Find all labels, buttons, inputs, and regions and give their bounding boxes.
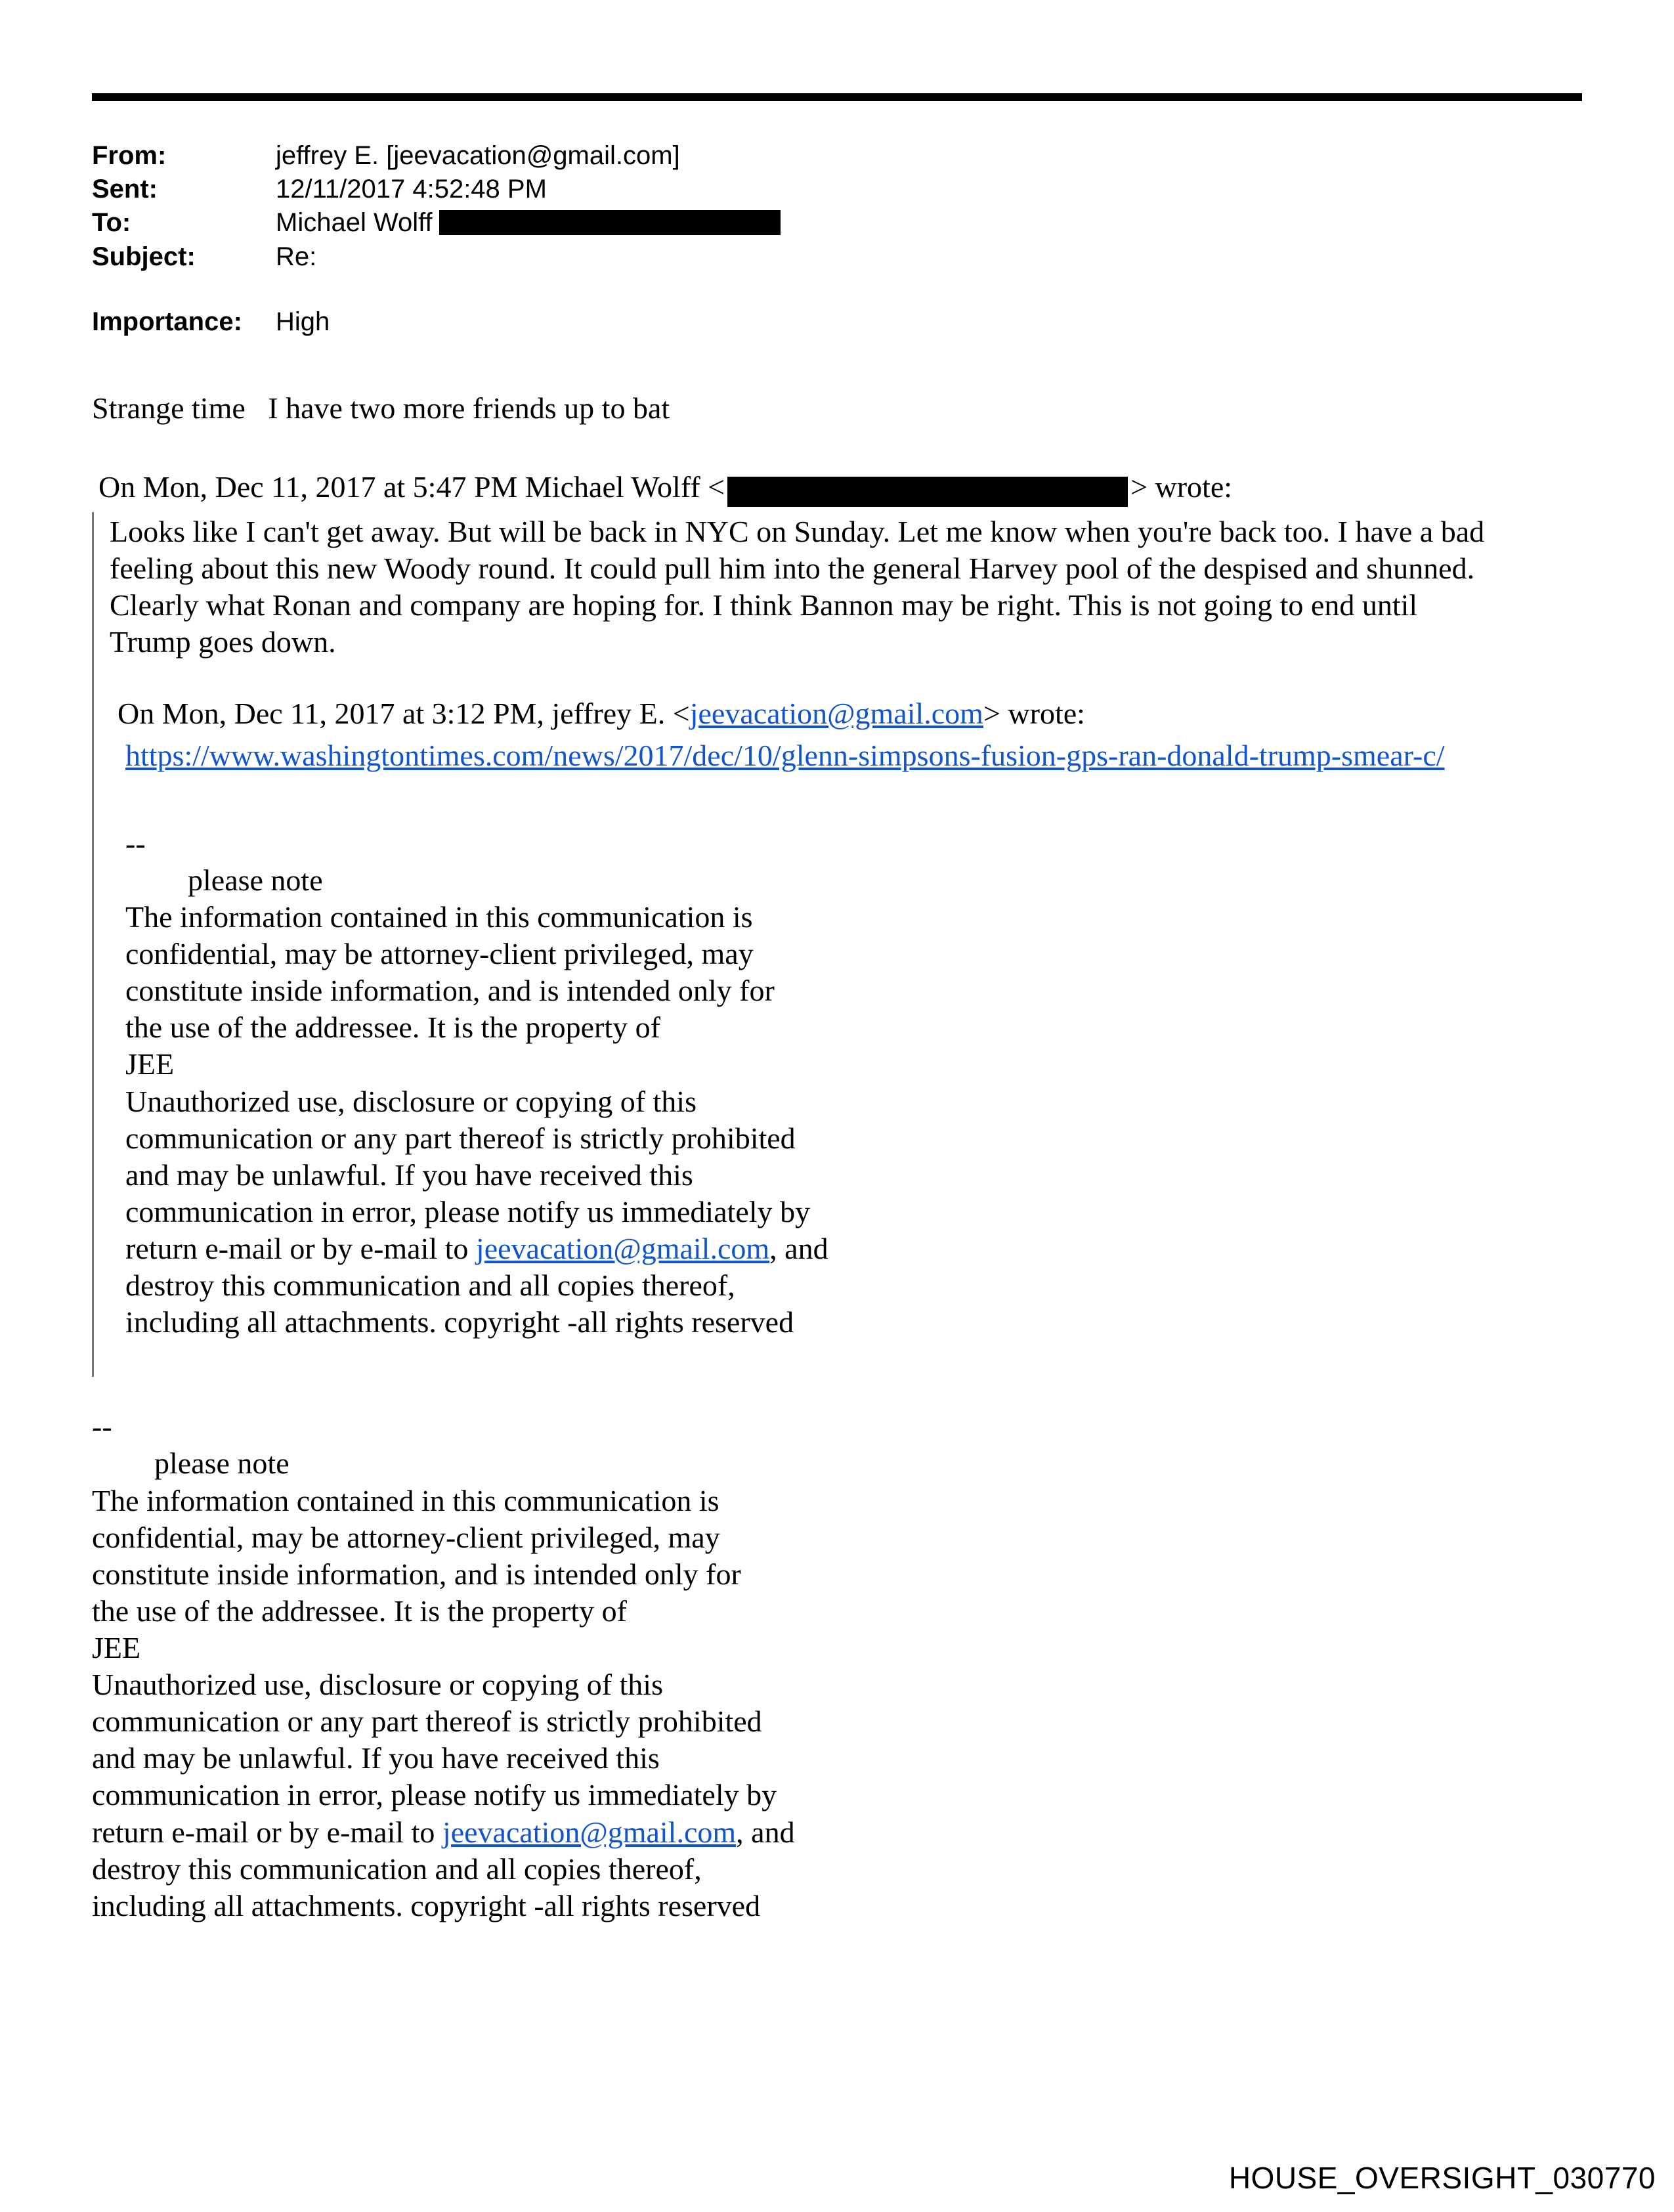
importance-label: Importance:	[92, 307, 242, 336]
email-link-disclaimer-2[interactable]: jeevacation@gmail.com	[442, 1815, 737, 1849]
disclaimer-2-lines-top: The information contained in this communication is confidential, may be attorney-client privileged, may constitute inside information, and is intended only for the use of the addressee. It is the property of JEE Unauthorized use, disclosure or copying of this communication or any part thereof is strictly prohibited and may be unlawful. If you have received this communication in error, please notify us immediately by	[92, 1483, 777, 1812]
subject-label: Subject:	[92, 242, 196, 271]
header-row-subject	[92, 240, 1582, 274]
disclaimer-2-email-pre: return e-mail or by e-mail to	[92, 1815, 442, 1849]
please-note-1: please note	[188, 863, 323, 897]
quote1-intro-pre: On Mon, Dec 11, 2017 at 5:47 PM Michael Wolff <	[98, 470, 725, 504]
disclaimer-1-email-line	[125, 1230, 1582, 1267]
top-rule	[92, 93, 1582, 101]
outer-signature	[92, 1408, 1582, 1924]
signature-dashes-2: --	[92, 1410, 112, 1444]
disclaimer-1-email-pre: return e-mail or by e-mail to	[125, 1232, 476, 1266]
email-header	[92, 139, 1582, 339]
disclaimer-block-2	[92, 1483, 1582, 1924]
quote2-intro-line	[118, 695, 1582, 732]
to-value-text: Michael Wolff	[276, 208, 433, 238]
redaction-bar-email	[727, 477, 1128, 507]
sent-value: 12/11/2017 4:52:48 PM	[276, 175, 547, 204]
email-link-quote2[interactable]: jeevacation@gmail.com	[689, 696, 983, 730]
disclaimer-2-lines-bottom: destroy this communication and all copies thereof, including all attachments. copyright -all rights reserved	[92, 1852, 761, 1922]
signature-dashes-1: --	[125, 826, 146, 860]
disclaimer-1-email-post: , and	[769, 1232, 828, 1266]
to-label: To:	[92, 208, 131, 238]
quote1-body-text: Looks like I can't get away. But will be back in NYC on Sunday. Let me know when you're back too. I have a bad feeling about this new Woody round. It could pull him into the general Harvey pool of the despised and shunned. Clearly what Ronan and company are hoping for. I think Bannon may be right. This is not going to end until Trump goes down.	[110, 515, 1485, 659]
disclaimer-2-email-line	[92, 1814, 1582, 1851]
redaction-bar-to	[439, 210, 781, 235]
from-value: jeffrey E. [jeevacation@gmail.com]	[276, 141, 680, 170]
quote2-intro-pre: On Mon, Dec 11, 2017 at 3:12 PM, jeffrey E. <	[118, 696, 690, 730]
disclaimer-1-lines-top: The information contained in this communication is confidential, may be attorney-client privileged, may constitute inside information, and is intended only for the use of the addressee. It is the property of JEE Unauthorized use, disclosure or copying of this communication or any part thereof is strictly prohibited and may be unlawful. If you have received this communication in error, please notify us immediately by	[125, 900, 811, 1228]
header-row-to	[92, 206, 1582, 240]
quote1-intro-post: > wrote:	[1130, 470, 1233, 504]
email-link-disclaimer-1[interactable]: jeevacation@gmail.com	[475, 1232, 770, 1266]
bates-number: HOUSE_OVERSIGHT_030770	[1228, 2160, 1656, 2195]
quote1-intro-line	[98, 469, 1582, 506]
importance-value: High	[276, 307, 330, 336]
disclaimer-block-1	[125, 899, 1582, 1341]
document-content	[0, 93, 1674, 1924]
sent-label: Sent:	[92, 175, 158, 204]
washingtontimes-link[interactable]: https://www.washingtontimes.com/news/2017/dec/10/glenn-simpsons-fusion-gps-ran-donald-trump-smear-c/	[125, 738, 1445, 772]
disclaimer-2-email-post: , and	[736, 1815, 795, 1849]
disclaimer-1-lines-bottom: destroy this communication and all copies thereof, including all attachments. copyright -all rights reserved	[125, 1269, 794, 1339]
header-row-importance	[92, 305, 1582, 339]
please-note-2: please note	[154, 1446, 290, 1481]
to-value	[276, 206, 781, 240]
subject-value: Re:	[276, 242, 317, 271]
header-row-sent	[92, 173, 1582, 206]
header-row-from	[92, 139, 1582, 173]
message-opening-line: Strange time I have two more friends up to bat	[92, 391, 670, 425]
quote2-content	[125, 737, 1582, 1341]
quoted-message-block	[92, 512, 1582, 1377]
article-link-line	[125, 737, 1582, 774]
quote2-intro-post: > wrote:	[983, 696, 1085, 730]
from-label: From:	[92, 141, 167, 170]
